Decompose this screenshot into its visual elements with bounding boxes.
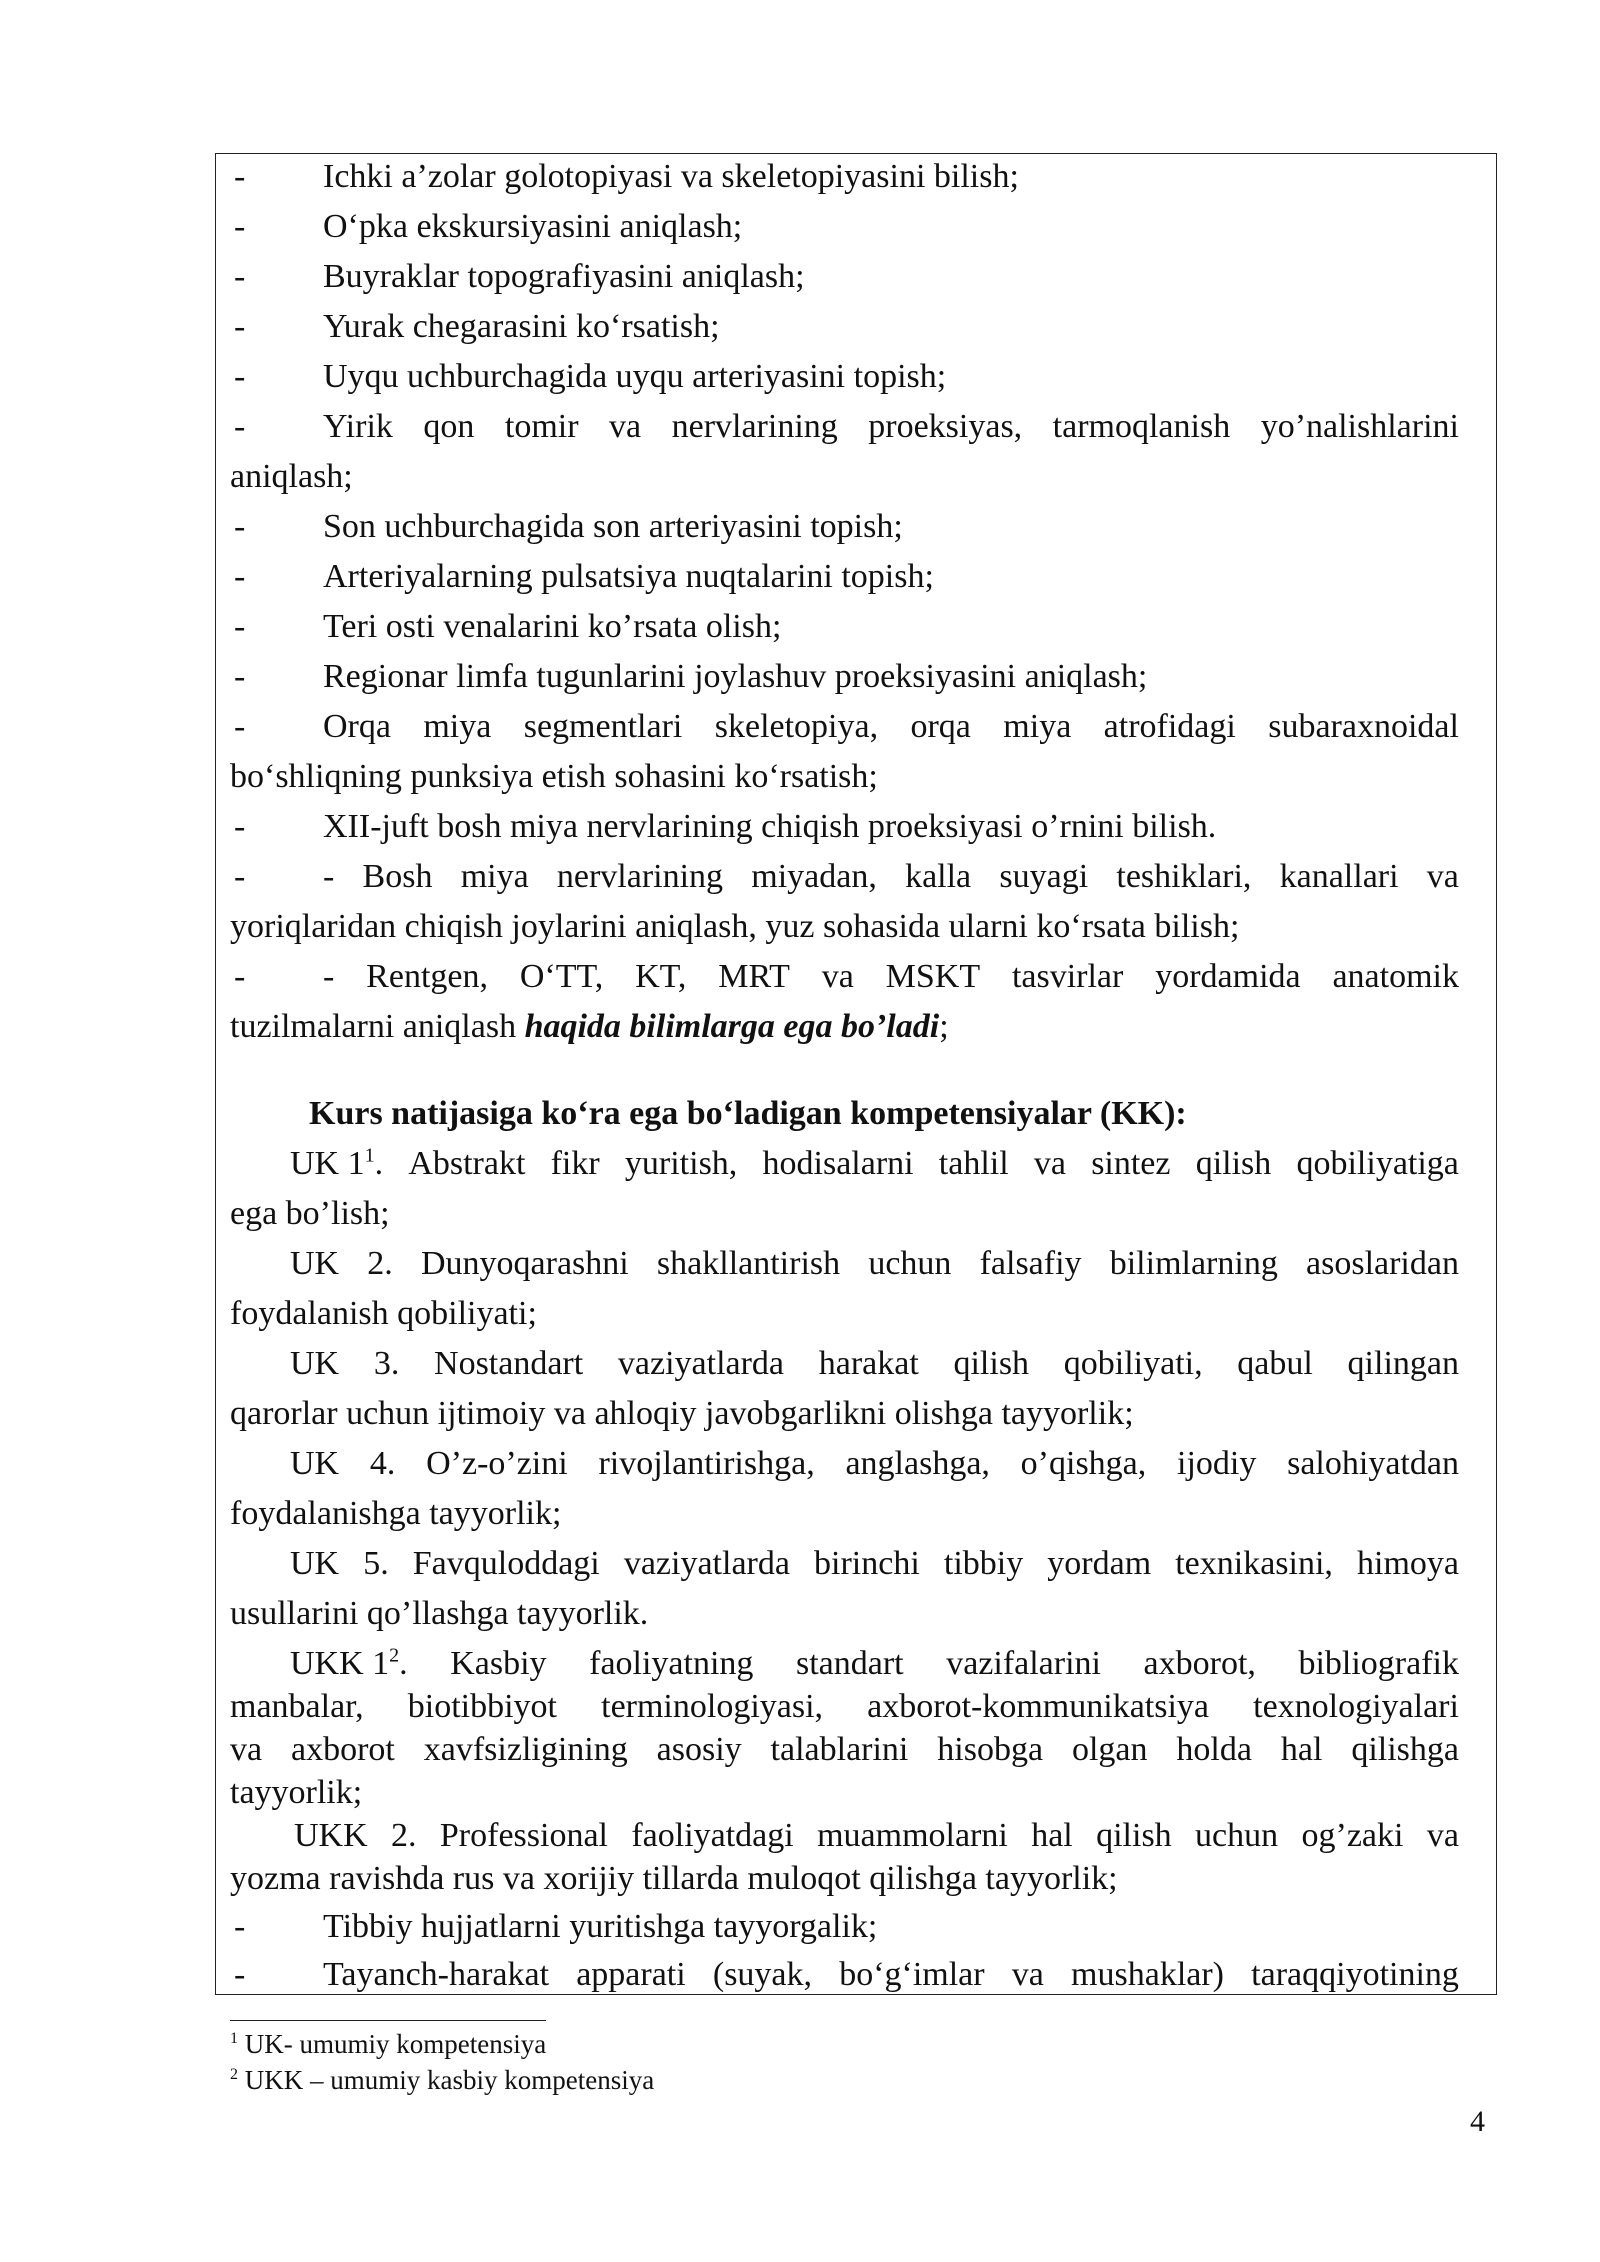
list-dash: -: [234, 158, 246, 195]
list-dash: -: [234, 558, 246, 595]
list-item-line1: Yirik qon tomir va nervlarining proeksiyas, tarmoqlanish yo’nalishlarini: [323, 408, 1459, 445]
uk1-label: UK $1^1$.: [290, 1144, 384, 1182]
list-dash: -: [234, 408, 246, 445]
list-item: Uyqu uchburchagida uyqu arteriyasini topish;: [323, 358, 947, 395]
list-item-line2: aniqlash;: [230, 458, 353, 495]
list-item: XII-juft bosh miya nervlarining chiqish proeksiyasi o’rnini bilish.: [323, 808, 1217, 845]
list-item-line2: yoriqlaridan chiqish joylarini aniqlash, yuz sohasida ularni ko‘rsata bilish;: [230, 908, 1240, 945]
ukk1-line3: va axborot xavfsizligining asosiy talablarini hisobga olgan holda hal qilishga: [230, 1731, 1459, 1768]
uk2-line1: UK 2. Dunyoqarashni shakllantirish uchun falsafiy bilimlarning asoslaridan: [290, 1245, 1459, 1282]
emphasis-text: haqida bilimlarga ega bo’ladi: [524, 1008, 940, 1045]
ukk1-line2: manbalar, biotibbiyot terminologiyasi, axborot-kommunikatsiya texnologiyalari: [230, 1688, 1459, 1725]
ukk2-line2: yozma ravishda rus va xorijiy tillarda muloqot qilishga tayyorlik;: [230, 1860, 1118, 1897]
uk1-line1: UK $1^1$. Abstrakt fikr yuritish, hodisalarni tahlil va sintez qilish qobiliyatiga: [290, 1144, 1459, 1182]
uk3-line1: UK 3. Nostandart vaziyatlarda harakat qilish qobiliyati, qabul qilingan: [290, 1345, 1459, 1382]
uk4-line2: foydalanishga tayyorlik;: [230, 1495, 562, 1532]
list-item-line2: bo‘shliqning punksiya etish sohasini ko‘rsatish;: [230, 758, 878, 795]
list-dash: -: [234, 258, 246, 295]
ukk1-label: UKK $1^2$.: [290, 1644, 408, 1682]
list-dash: -: [234, 358, 246, 395]
list-dash: -: [234, 858, 246, 895]
content-frame: [215, 153, 1497, 1995]
list-dash: -: [234, 208, 246, 245]
list-dash: -: [234, 1956, 246, 1993]
uk1-line2: ega bo’lish;: [230, 1195, 390, 1232]
list-item: Tayanch-harakat apparati (suyak, bo‘g‘imlar va mushaklar) taraqqiyotining: [323, 1956, 1459, 1993]
list-dash: -: [234, 308, 246, 345]
uk5-line2: usullarini qo’llashga tayyorlik.: [230, 1595, 649, 1632]
footnote-2: $^2$ UKK – umumiy kasbiy kompetensiya: [230, 2065, 655, 2095]
list-item: Arteriyalarning pulsatsiya nuqtalarini topish;: [323, 558, 934, 595]
list-item: Ichki a’zolar golotopiyasi va skeletopiyasini bilish;: [323, 158, 1019, 195]
list-item-line1: Orqa miya segmentlari skeletopiya, orqa miya atrofidagi subaraxnoidal: [323, 708, 1459, 745]
punctuation: ;: [939, 1008, 949, 1045]
list-dash: -: [234, 958, 246, 995]
list-item-line1: - Bosh miya nervlarining miyadan, kalla suyagi teshiklari, kanallari va: [323, 858, 1459, 895]
list-dash: -: [234, 658, 246, 695]
list-dash: -: [234, 708, 246, 745]
list-dash: -: [234, 1908, 246, 1945]
list-item: O‘pka ekskursiyasini aniqlash;: [323, 208, 743, 245]
list-dash: -: [234, 608, 246, 645]
uk3-line2: qarorlar uchun ijtimoiy va ahloqiy javobgarlikni olishga tayyorlik;: [230, 1395, 1134, 1432]
list-item: Yurak chegarasini ko‘rsatish;: [323, 308, 720, 345]
uk2-line2: foydalanish qobiliyati;: [230, 1295, 537, 1332]
list-item: Son uchburchagida son arteriyasini topish;: [323, 508, 903, 545]
page-number: 4: [1470, 2105, 1485, 2138]
ukk1-line4: tayyorlik;: [230, 1774, 363, 1811]
uk4-line1: UK 4. O’z-o’zini rivojlantirishga, anglashga, o’qishga, ijodiy salohiyatdan: [290, 1445, 1459, 1482]
list-item: Teri osti venalarini ko’rsata olish;: [323, 608, 782, 645]
section-heading: Kurs natijasiga ko‘ra ega bo‘ladigan kompetensiyalar (KK):: [309, 1095, 1187, 1132]
list-item: Buyraklar topografiyasini aniqlash;: [323, 258, 805, 295]
list-item-line2: [230, 1007, 949, 1047]
list-item: Tibbiy hujjatlarni yuritishga tayyorgalik;: [323, 1908, 878, 1945]
ukk1-line1: UKK $1^2$. Kasbiy faoliyatning standart vazifalarini axborot, bibliografik: [290, 1644, 1459, 1682]
uk5-line1: UK 5. Favquloddagi vaziyatlarda birinchi tibbiy yordam texnikasini, himoya: [290, 1545, 1459, 1582]
list-dash: -: [234, 808, 246, 845]
list-item: Regionar limfa tugunlarini joylashuv proeksiyasini aniqlash;: [323, 658, 1148, 695]
plain-text: tuzilmalarni aniqlash: [230, 1008, 525, 1045]
footnote-1: $^1$ UK- umumiy kompetensiya: [230, 2029, 547, 2059]
list-dash: -: [234, 508, 246, 545]
ukk2-line1: UKK 2. Professional faoliyatdagi muammolarni hal qilish uchun og’zaki va: [294, 1817, 1459, 1854]
footnote-separator: [230, 2020, 546, 2021]
list-item-line1: - Rentgen, O‘TT, KT, MRT va MSKT tasvirlar yordamida anatomik: [323, 958, 1459, 995]
